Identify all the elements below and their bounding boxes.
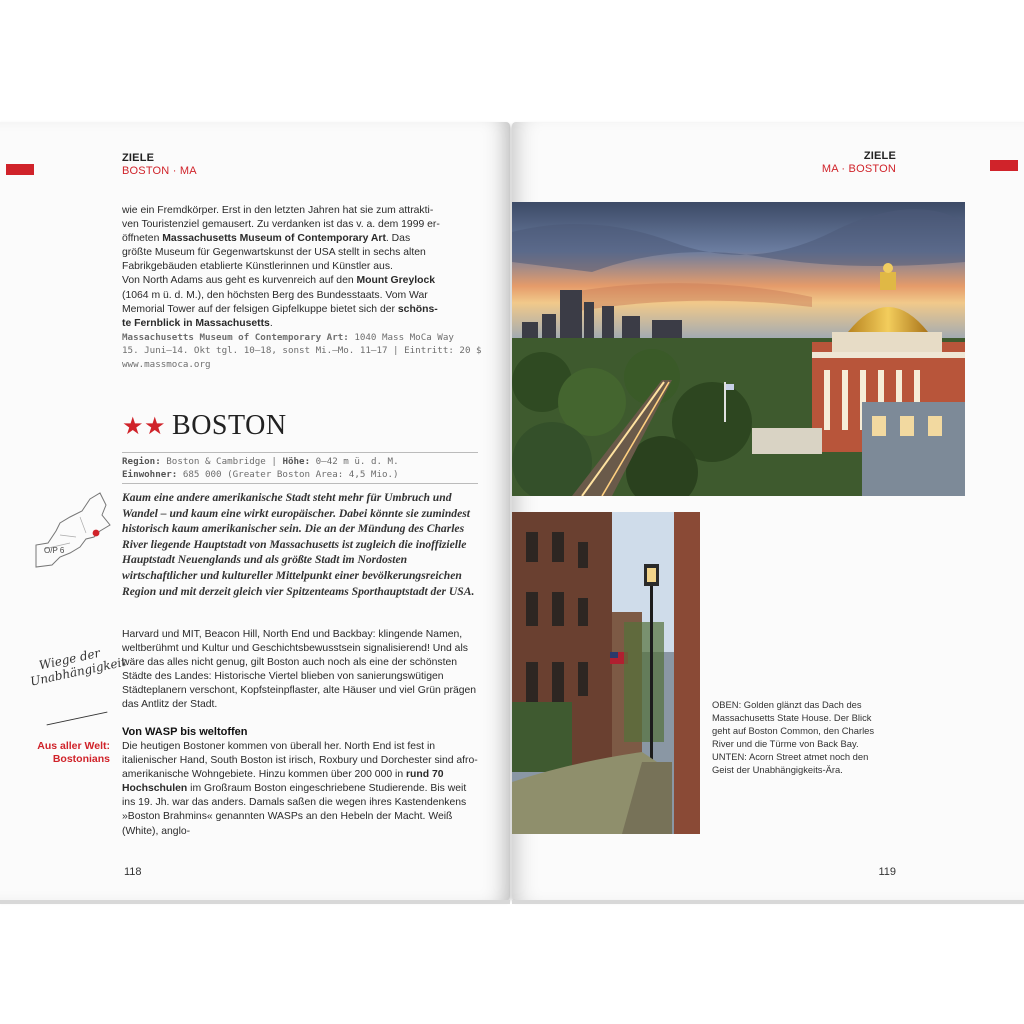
- page-number-right: 119: [878, 866, 896, 878]
- subheading: Von WASP bis weltoffen: [122, 726, 248, 738]
- info-name: Massachusetts Museum of Contemporary Art:: [122, 331, 349, 343]
- body-text-2: [122, 740, 482, 839]
- header-section: ZIELE: [122, 152, 155, 164]
- text-line: Fabrikgebäuden etablierte Künstlerinnen und Künstler aus.: [122, 261, 393, 273]
- page-edge: [512, 900, 1024, 904]
- margin-note-red: Aus aller Welt: Bostonians: [37, 740, 110, 765]
- text-line: (1064 m ü. d. M.), den höchsten Berg des Bundesstaats. Vom War: [122, 289, 428, 301]
- intro-text: Kaum eine andere amerikanische Stadt steht mehr für Umbruch und Wandel – und kaum eine wirkt europäischer. Dabei könnte sie zumindest historisch kaum amerikanischer sein. Die an der Mündung des Charles River liegende Hauptstadt von Massachusetts ist zugleich die inoffizielle Hauptstadt Neuenglands und als größte Stadt im Nordosten wirtschaftlicher und kultureller Mittelpunkt einer bevölkerungsreichen Region und mit derzeit gleich vier Spitzenteams Sporthauptstadt der USA.: [122, 491, 475, 598]
- photo-caption: [712, 698, 882, 776]
- fact-value: Boston & Cambridge |: [160, 456, 283, 467]
- caption-top: OBEN: Golden glänzt das Dach des Massachusetts State House. Der Blick geht auf Boston Common, den Charles River und die Türme von Back Bay.: [712, 699, 875, 749]
- margin-note-underline: [47, 712, 108, 726]
- fact-label: Einwohner:: [122, 469, 178, 480]
- city-title: [122, 410, 287, 443]
- text-line: . Das: [385, 233, 411, 245]
- city-facts: [122, 452, 478, 484]
- city-name: BOSTON: [172, 410, 287, 441]
- map-grid-label: O/P 6: [44, 546, 65, 555]
- locator-map-icon: [30, 487, 114, 577]
- body-text-1: Harvard und MIT, Beacon Hill, North End und Backbay: klingende Namen, weltberühmt und Kultur und Geschichtsbewusstsein signalisierend! Und als wäre das alles nicht genug, gilt Boston auch noch als eine der schönsten Städte des Landes: Historische Viertel blieben von sanierungswütigen Städteplanern verschont, Kopfsteinpflaster, alte Häuser und viel Grün prägen das Antlitz der Stadt.: [122, 629, 477, 711]
- header-subsection: BOSTON · MA: [122, 165, 197, 177]
- text-line: öffneten: [122, 233, 163, 245]
- highlight-text: rund 70 Hochschulen: [122, 769, 444, 795]
- running-header-right: [822, 150, 896, 176]
- open-book: [0, 122, 1024, 904]
- text-line: größte Museum für Gegenwartskunst der USA stellt in sechs alten: [122, 247, 426, 259]
- chapter-tab: [6, 164, 34, 175]
- page-number-left: 118: [124, 866, 142, 878]
- text-line: Memorial Tower auf der felsigen Gipfelkuppe bietet sich der: [122, 303, 398, 315]
- text-line: Von North Adams aus geht es kurvenreich auf den: [122, 275, 357, 287]
- photo-state-house: [512, 202, 965, 496]
- caption-bottom: UNTEN: Acorn Street atmet noch den Geist der Unabhängigkeits-Ära.: [712, 751, 869, 775]
- highlight-text: schöns-: [397, 303, 438, 315]
- running-header-left: [122, 152, 197, 178]
- left-page: [0, 122, 510, 900]
- photo-acorn-street: [512, 512, 700, 834]
- text-line: im Großraum Boston eingeschriebene Studierende. Bis weit ins 19. Jh. war das anders. Damals saßen die wegen ihres Kastendenkens »Boston Brahmins« genannten WASPs an den Hebeln der Macht. Weiß (White), anglo-: [122, 783, 467, 837]
- header-subsection: MA · BOSTON: [821, 163, 896, 175]
- info-hours: 15. Juni–14. Okt tgl. 10–18, sonst Mi.–Mo. 11–17 | Eintritt: 20 $: [122, 345, 482, 357]
- star-rating-icon: ★★: [122, 414, 167, 440]
- info-address: 1040 Mass MoCa Way: [348, 331, 454, 343]
- margin-note-handwritten: Wiege der Unabhängigkeit: [28, 645, 128, 689]
- highlight-text: te Fernblick in Massachusetts: [122, 317, 270, 329]
- fact-value: 685 000 (Greater Boston Area: 4,5 Mio.): [177, 469, 399, 480]
- info-web-link[interactable]: www.massmoca.org: [122, 359, 211, 371]
- right-page: [512, 122, 1024, 900]
- page-edge: [0, 900, 510, 904]
- text-line: .: [269, 317, 273, 329]
- highlight-text: Mount Greylock: [356, 275, 436, 287]
- fact-label: Region:: [122, 456, 161, 467]
- fact-label: Höhe:: [282, 456, 311, 467]
- text-line: Die heutigen Bostoner kommen von überall her. North End ist fest in italienischer Hand, South Boston ist irisch, Roxbury und Dorchester sind afro-amerikanische Wohngebiete. Hinzu kommen über 200 000 in: [122, 741, 478, 781]
- header-section: ZIELE: [863, 150, 896, 162]
- text-line: wie ein Fremdkörper. Erst in den letzten Jahren hat sie zum attrakti-: [122, 205, 434, 216]
- text-block-north-adams: [122, 204, 482, 372]
- info-box: [122, 331, 482, 372]
- highlight-text: Massachusetts Museum of Contemporary Art: [162, 233, 386, 245]
- text-line: ven Touristenziel gemausert. Zu verdanken ist das v. a. dem 1999 er-: [122, 219, 440, 231]
- chapter-tab: [990, 160, 1018, 171]
- fact-value: 0–42 m ü. d. M.: [310, 456, 399, 467]
